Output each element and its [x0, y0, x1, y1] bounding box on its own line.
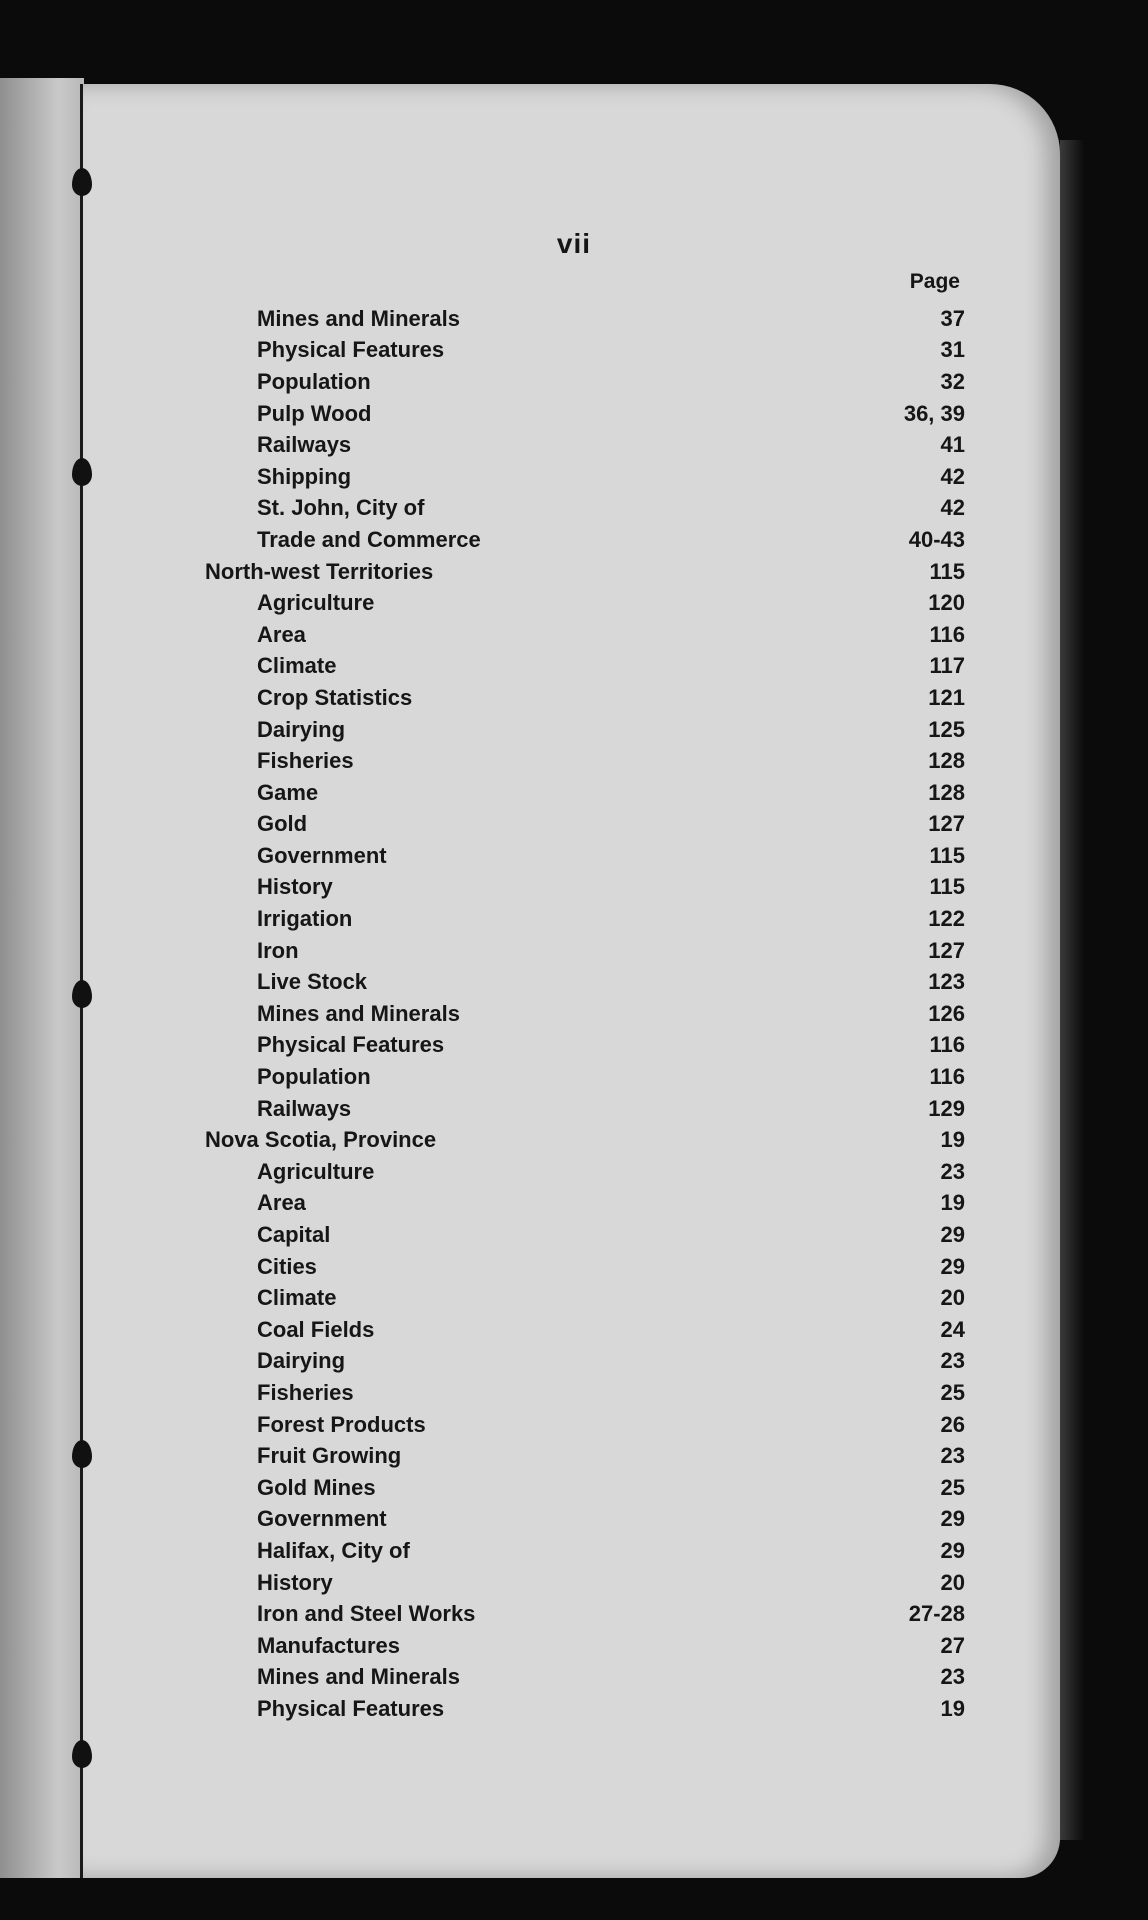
index-entry-row [205, 587, 965, 619]
index-page-reference: 29 [940, 1222, 965, 1248]
index-entry-row [205, 966, 965, 998]
index-page-reference: 121 [928, 684, 965, 710]
index-entry-label: Population [257, 1064, 371, 1090]
index-page-reference: 120 [928, 590, 965, 616]
dot-leader [342, 1287, 875, 1309]
index-entry-label: Trade and Commerce [257, 526, 481, 552]
dot-leader [342, 655, 875, 677]
index-page-reference: 26 [940, 1411, 965, 1437]
dot-leader [324, 782, 875, 804]
previous-page-edge [0, 78, 84, 1878]
dot-leader [393, 1508, 875, 1530]
dot-leader [351, 719, 875, 741]
index-entry-row [205, 1535, 965, 1567]
index-page-reference: 126 [928, 1000, 965, 1026]
index-entry-label: Railways [257, 1095, 352, 1121]
index-page-reference: 29 [940, 1253, 965, 1279]
index-entry-label: Mines and Minerals [257, 1664, 460, 1690]
index-entry-row [205, 1156, 965, 1188]
index-page-reference: 23 [940, 1348, 965, 1374]
index-entry-row [205, 809, 965, 841]
index-entry-label: Physical Features [257, 337, 445, 363]
index-page-reference: 128 [928, 779, 965, 805]
index-entry-row [205, 493, 965, 525]
index-entry-label: Gold [257, 811, 308, 837]
index-entry-label: Live Stock [257, 969, 368, 995]
index-entry-row [205, 1630, 965, 1662]
index-entry-row [205, 1377, 965, 1409]
index-entry-row [205, 619, 965, 651]
index-page-reference: 29 [940, 1537, 965, 1563]
dot-leader [430, 497, 875, 519]
index-entry-row [205, 1440, 965, 1472]
index-page-reference: 36, 39 [903, 400, 965, 426]
index-entry-row [205, 524, 965, 556]
index-entry-label: Fisheries [257, 1379, 354, 1405]
index-entry-row [205, 1409, 965, 1441]
index-entry-label: Mines and Minerals [257, 305, 460, 331]
binding-stitch [72, 1740, 92, 1768]
index-page-reference: 27 [940, 1632, 965, 1658]
index-entry-row [205, 1314, 965, 1346]
index-entry-label: History [257, 1569, 333, 1595]
index-page-reference: 37 [940, 305, 965, 331]
index-entry-row [205, 651, 965, 683]
dot-leader [487, 529, 875, 551]
dot-leader [380, 1319, 875, 1341]
index-page-reference: 115 [929, 874, 965, 900]
index-entry-row [205, 303, 965, 335]
index-entry-label: Coal Fields [257, 1316, 375, 1342]
dot-leader [339, 1572, 875, 1594]
index-entry-label: Gold Mines [257, 1474, 376, 1500]
index-page-reference: 42 [940, 495, 965, 521]
index-entry-label: Dairying [257, 1348, 346, 1374]
index-entry-label: North-west Territories [205, 558, 434, 584]
dot-leader [313, 813, 875, 835]
index-page-reference: 19 [940, 1127, 965, 1153]
index-entry-label: Fruit Growing [257, 1443, 402, 1469]
index-page-reference: 23 [940, 1158, 965, 1184]
binding-stitch [72, 458, 92, 486]
index-page-reference: 24 [940, 1316, 965, 1342]
index-page-reference: 19 [940, 1190, 965, 1216]
dot-leader [450, 1698, 875, 1720]
dot-leader [357, 434, 875, 456]
index-entry-row [205, 998, 965, 1030]
index-entry-row [205, 1030, 965, 1062]
index-entry-row [205, 903, 965, 935]
index-page-reference: 25 [940, 1379, 965, 1405]
index-page-reference: 116 [929, 1032, 965, 1058]
index-entry-label: Railways [257, 432, 352, 458]
index-entry-label: Pulp Wood [257, 400, 372, 426]
index-entry-label: Physical Features [257, 1695, 445, 1721]
index-entry-row [205, 1504, 965, 1536]
index-entry-label: Manufactures [257, 1632, 401, 1658]
index-entry-label: Mines and Minerals [257, 1000, 460, 1026]
index-page-reference: 127 [928, 811, 965, 837]
index-heading-row [205, 1124, 965, 1156]
index-page-reference: 23 [940, 1443, 965, 1469]
dot-leader [450, 339, 875, 361]
dot-leader [418, 687, 875, 709]
index-entry-label: Area [257, 621, 306, 647]
page-column-header: Page [909, 270, 960, 293]
index-entry-row [205, 1282, 965, 1314]
dot-leader [481, 1603, 875, 1625]
dot-leader [351, 1350, 875, 1372]
index-entry-label: Government [257, 842, 387, 868]
index-list [205, 303, 965, 1725]
index-entry-label: Climate [257, 1285, 337, 1311]
index-entry-label: Dairying [257, 716, 346, 742]
index-entry-row [205, 1472, 965, 1504]
dot-leader [323, 1256, 875, 1278]
index-entry-label: Forest Products [257, 1411, 426, 1437]
binding-stitch [72, 168, 92, 196]
index-entry-row [205, 1093, 965, 1125]
index-entry-row [205, 366, 965, 398]
index-entry-label: Fisheries [257, 748, 354, 774]
dot-leader [312, 1192, 875, 1214]
dot-leader [357, 1098, 875, 1120]
index-entry-row [205, 429, 965, 461]
index-entry-label: Crop Statistics [257, 684, 413, 710]
dot-leader [442, 1129, 875, 1151]
binding-stitch [72, 1440, 92, 1468]
index-page-reference: 32 [940, 368, 965, 394]
index-page-reference: 123 [928, 969, 965, 995]
index-page-reference: 125 [928, 716, 965, 742]
dot-leader [380, 592, 875, 614]
dot-leader [439, 561, 875, 583]
dot-leader [357, 466, 875, 488]
dot-leader [466, 308, 875, 330]
index-heading-row [205, 556, 965, 588]
dot-leader [466, 1666, 875, 1688]
index-entry-label: Population [257, 368, 371, 394]
index-entry-label: Iron and Steel Works [257, 1601, 476, 1627]
index-entry-row [205, 398, 965, 430]
index-entry-row [205, 1662, 965, 1694]
dot-leader [450, 1034, 875, 1056]
index-entry-row [205, 840, 965, 872]
index-entry-row [205, 777, 965, 809]
index-page-reference: 115 [929, 842, 965, 868]
dot-leader [360, 750, 875, 772]
dot-leader [305, 940, 875, 962]
index-entry-label: Area [257, 1190, 306, 1216]
index-entry-row [205, 1251, 965, 1283]
dot-leader [406, 1635, 875, 1657]
index-page-reference: 129 [928, 1095, 965, 1121]
index-entry-row [205, 1346, 965, 1378]
index-entry-label: Nova Scotia, Province [205, 1127, 437, 1153]
index-entry-row [205, 1598, 965, 1630]
dot-leader [380, 1161, 875, 1183]
dot-leader [339, 876, 875, 898]
index-entry-label: Physical Features [257, 1032, 445, 1058]
dot-leader [393, 845, 875, 867]
dot-leader [466, 1003, 875, 1025]
index-entry-label: Irrigation [257, 906, 353, 932]
dot-leader [377, 1066, 875, 1088]
index-page-reference: 29 [940, 1506, 965, 1532]
index-entry-row [205, 335, 965, 367]
index-entry-label: Cities [257, 1253, 317, 1279]
index-entry-label: Climate [257, 653, 337, 679]
index-entry-row [205, 935, 965, 967]
dot-leader [416, 1540, 875, 1562]
index-entry-label: History [257, 874, 333, 900]
index-page-reference: 25 [940, 1474, 965, 1500]
index-entry-row [205, 1693, 965, 1725]
index-entry-label: Halifax, City of [257, 1537, 410, 1563]
index-page-reference: 127 [928, 937, 965, 963]
dot-leader [358, 908, 875, 930]
index-entry-label: Agriculture [257, 590, 375, 616]
dot-leader [407, 1445, 875, 1467]
index-entry-row [205, 1567, 965, 1599]
index-entry-row [205, 1219, 965, 1251]
index-entry-label: Capital [257, 1222, 331, 1248]
index-page-reference: 31 [940, 337, 965, 363]
dot-leader [373, 971, 875, 993]
dot-leader [377, 403, 875, 425]
index-page-reference: 122 [928, 906, 965, 932]
index-entry-label: Game [257, 779, 319, 805]
index-page-reference: 27-28 [908, 1601, 965, 1627]
page-number: vii [556, 228, 592, 259]
index-entry-label: Agriculture [257, 1158, 375, 1184]
dot-leader [432, 1414, 875, 1436]
index-page-reference: 19 [940, 1695, 965, 1721]
index-entry-label: Iron [257, 937, 299, 963]
index-page-reference: 20 [940, 1285, 965, 1311]
index-page-reference: 116 [929, 1064, 965, 1090]
index-entry-row [205, 872, 965, 904]
dot-leader [336, 1224, 875, 1246]
index-entry-row [205, 682, 965, 714]
dot-leader [312, 624, 875, 646]
index-entry-row [205, 1061, 965, 1093]
index-page-reference: 23 [940, 1664, 965, 1690]
index-page-reference: 115 [929, 558, 965, 584]
index-page-reference: 40-43 [908, 526, 965, 552]
index-entry-row [205, 461, 965, 493]
index-page-reference: 20 [940, 1569, 965, 1595]
dot-leader [360, 1382, 875, 1404]
index-entry-row [205, 1188, 965, 1220]
index-entry-row [205, 745, 965, 777]
page-right-edge-shadow [1060, 140, 1084, 1840]
dot-leader [382, 1477, 875, 1499]
binding-stitch [72, 980, 92, 1008]
index-page-reference: 128 [928, 748, 965, 774]
index-page-reference: 42 [940, 463, 965, 489]
index-entry-label: St. John, City of [257, 495, 425, 521]
index-entry-label: Government [257, 1506, 387, 1532]
index-page-reference: 117 [929, 653, 965, 679]
dot-leader [377, 371, 875, 393]
index-page-reference: 116 [929, 621, 965, 647]
index-entry-row [205, 714, 965, 746]
index-entry-label: Shipping [257, 463, 352, 489]
index-page-reference: 41 [940, 432, 965, 458]
